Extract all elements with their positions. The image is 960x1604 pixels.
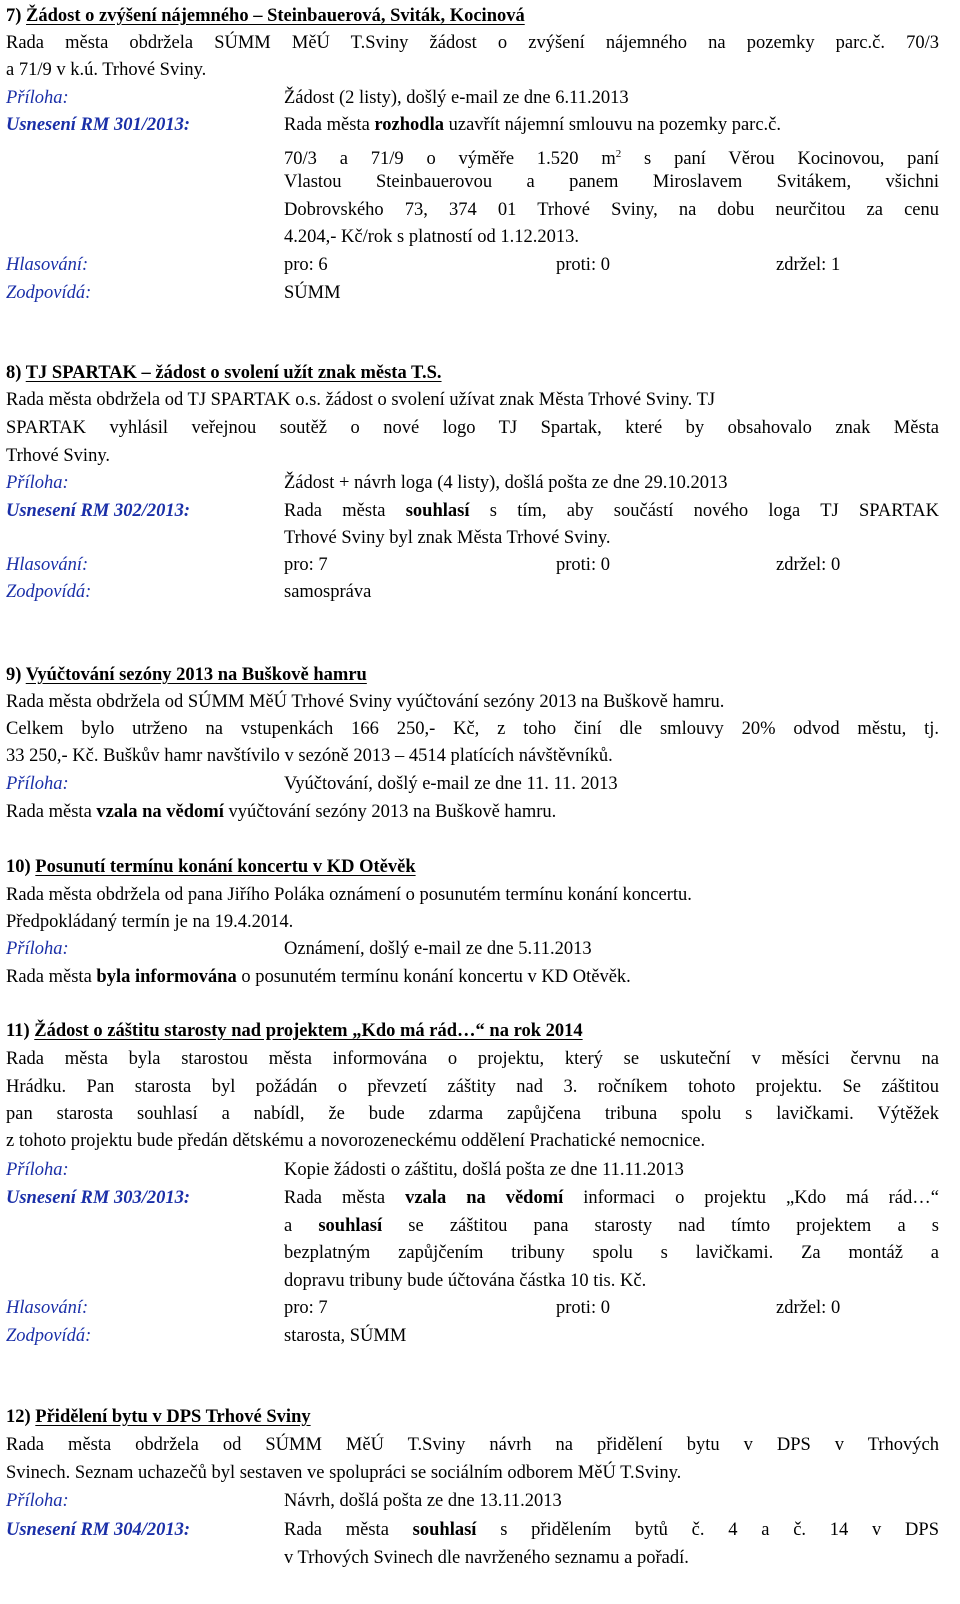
section-8-resolution-line-2: Trhové Sviny byl znak Města Trhové Sviny.	[284, 528, 611, 548]
voting-label: Hlasování:	[6, 1298, 89, 1318]
section-11-attachment-label: Příloha:	[6, 1160, 69, 1180]
section-11-text-line-1: Rada města byla starostou města informována o projektu, který se uskuteční v měsíci červnu na	[6, 1049, 939, 1069]
section-11-attachment: Kopie žádosti o záštitu, došlá pošta ze dne 11.11.2013	[284, 1160, 684, 1180]
section-7-resolution-line-5: 4.204,- Kč/rok s platností od 1.12.2013.	[284, 227, 579, 247]
votes-abstain: zdržel: 0	[776, 555, 841, 575]
section-8-resolution-label: Usnesení RM 302/2013:	[6, 501, 190, 521]
section-12-attachment: Návrh, došlá pošta ze dne 13.11.2013	[284, 1491, 562, 1511]
section-8-attachment-label: Příloha:	[6, 473, 69, 493]
section-11-voting	[6, 1295, 939, 1321]
section-12-resolution-label: Usnesení RM 304/2013:	[6, 1520, 190, 1540]
voting-label: Hlasování:	[6, 255, 89, 275]
section-7-attachment-label: Příloha:	[6, 88, 69, 108]
section-8-text-line-3: Trhové Sviny.	[6, 446, 110, 466]
votes-against: proti: 0	[556, 255, 610, 275]
section-8-voting	[6, 552, 939, 578]
section-11-responsible: starosta, SÚMM	[284, 1326, 407, 1346]
votes-for: pro: 6	[284, 255, 328, 275]
section-7-resolution-line-4: Dobrovského 73, 374 01 Trhové Sviny, na dobu neurčitou za cenu	[284, 200, 939, 220]
section-12-attachment-label: Příloha:	[6, 1491, 69, 1511]
section-11-resolution-line-1: Rada města vzala na vědomí informaci o projektu „Kdo má rád…“	[284, 1188, 939, 1208]
section-11-resolution-line-3: bezplatným zapůjčením tribuny spolu s lavičkami. Za montáž a	[284, 1243, 939, 1263]
section-9-text-line-1: Rada města obdržela od SÚMM MěÚ Trhové Sviny vyúčtování sezóny 2013 na Buškově hamru.	[6, 692, 725, 712]
votes-abstain: zdržel: 1	[776, 255, 841, 275]
voting-label: Hlasování:	[6, 555, 89, 575]
section-12-resolution-line-1: Rada města souhlasí s přidělením bytů č. 4 a č. 14 v DPS	[284, 1520, 939, 1540]
section-7-heading: 7) Žádost o zvýšení nájemného – Steinbauerová, Sviták, Kocinová	[6, 6, 525, 26]
section-11-text-line-4: z tohoto projektu bude předán dětskému a novorozeneckému oddělení Prachatické nemocnice.	[6, 1131, 706, 1151]
section-7-voting	[6, 252, 939, 278]
section-8-text-line-2: SPARTAK vyhlásil veřejnou soutěž o nové logo TJ Spartak, které by obsahovalo znak Města	[6, 418, 939, 438]
section-8-heading: 8) TJ SPARTAK – žádost o svolení užít znak města T.S.	[6, 363, 442, 383]
section-7-responsible-label: Zodpovídá:	[6, 283, 92, 303]
section-8-resolution-line-1: Rada města souhlasí s tím, aby součástí nového loga TJ SPARTAK	[284, 501, 939, 521]
section-11-text-line-3: pan starosta souhlasí a nabídl, že bude zdarma zapůjčena tribuna spolu s lavičkami. Výtěžek	[6, 1104, 939, 1124]
section-8-responsible-label: Zodpovídá:	[6, 582, 92, 602]
section-9-attachment: Vyúčtování, došlý e-mail ze dne 11. 11. 2013	[284, 774, 618, 794]
section-10-heading: 10) Posunutí termínu konání koncertu v KD Otěvěk	[6, 857, 416, 877]
section-11-responsible-label: Zodpovídá:	[6, 1326, 92, 1346]
votes-for: pro: 7	[284, 1298, 328, 1318]
section-7-resolution-line-2: 70/3 a 71/9 o výměře 1.520 $m^2$ s paní Věrou Kocinovou, paní	[284, 148, 940, 170]
section-7-attachment: Žádost (2 listy), došlý e-mail ze dne 6.11.2013	[284, 88, 629, 108]
section-7-resolution-line-1: Rada města rozhodla uzavřít nájemní smlouvu na pozemky parc.č.	[284, 115, 781, 135]
votes-abstain: zdržel: 0	[776, 1298, 841, 1318]
section-8-text-line-1: Rada města obdržela od TJ SPARTAK o.s. žádost o svolení užívat znak Města Trhové Sviny. TJ	[6, 390, 716, 410]
section-7-text-line-2: a 71/9 v k.ú. Trhové Sviny.	[6, 60, 207, 80]
votes-for: pro: 7	[284, 555, 328, 575]
section-7-resolution-line-3: Vlastou Steinbauerovou a panem Miroslavem Svitákem, všichni	[284, 172, 939, 192]
section-9-text-line-2: Celkem bylo utrženo na vstupenkách 166 250,- Kč, z toho činí dle smlouvy 20% odvod městu, tj.	[6, 719, 939, 739]
section-10-text-line-1: Rada města obdržela od pana Jiřího Poláka oznámení o posunutém termínu konání koncertu.	[6, 885, 692, 905]
section-11-resolution-line-2: a souhlasí se záštitou pana starosty nad tímto projektem a s	[284, 1216, 939, 1236]
section-11-resolution-label: Usnesení RM 303/2013:	[6, 1188, 190, 1208]
section-9-heading: 9) Vyúčtování sezóny 2013 na Buškově hamru	[6, 665, 367, 685]
section-7-resolution-label: Usnesení RM 301/2013:	[6, 115, 190, 135]
section-7-text-line-1: Rada města obdržela SÚMM MěÚ T.Sviny žádost o zvýšení nájemného na pozemky parc.č. 70/3	[6, 33, 939, 53]
section-10-text-line-2: Předpokládaný termín je na 19.4.2014.	[6, 912, 294, 932]
section-11-heading: 11) Žádost o záštitu starosty nad projektem „Kdo má rád…“ na rok 2014	[6, 1021, 583, 1041]
votes-against: proti: 0	[556, 1298, 610, 1318]
section-9-text-line-3: 33 250,- Kč. Buškův hamr navštívilo v sezóně 2013 – 4514 platících návštěvníků.	[6, 746, 613, 766]
votes-against: proti: 0	[556, 555, 610, 575]
section-8-attachment: Žádost + návrh loga (4 listy), došlá pošta ze dne 29.10.2013	[284, 473, 728, 493]
section-10-attachment-label: Příloha:	[6, 939, 69, 959]
section-9-attachment-label: Příloha:	[6, 774, 69, 794]
section-10-attachment: Oznámení, došlý e-mail ze dne 5.11.2013	[284, 939, 592, 959]
section-12-heading: 12) Přidělení bytu v DPS Trhové Sviny	[6, 1407, 311, 1427]
section-7-responsible: SÚMM	[284, 283, 341, 303]
section-9-resolution: Rada města vzala na vědomí vyúčtování sezóny 2013 na Buškově hamru.	[6, 802, 557, 822]
section-12-text-line-2: Svinech. Seznam uchazečů byl sestaven ve spolupráci se sociálním odborem MěÚ T.Sviny.	[6, 1463, 682, 1483]
section-12-resolution-line-2: v Trhových Svinech dle navrženého seznamu a pořadí.	[284, 1548, 689, 1568]
section-10-resolution: Rada města byla informována o posunutém termínu konání koncertu v KD Otěvěk.	[6, 967, 631, 987]
section-8-responsible: samospráva	[284, 582, 372, 602]
section-11-resolution-line-4: dopravu tribuny bude účtována částka 10 tis. Kč.	[284, 1271, 647, 1291]
section-11-text-line-2: Hrádku. Pan starosta byl požádán o převzetí záštity nad 3. ročníkem tohoto projektu. Se záštitou	[6, 1077, 939, 1097]
section-12-text-line-1: Rada města obdržela od SÚMM MěÚ T.Sviny návrh na přidělení bytu v DPS v Trhových	[6, 1435, 939, 1455]
